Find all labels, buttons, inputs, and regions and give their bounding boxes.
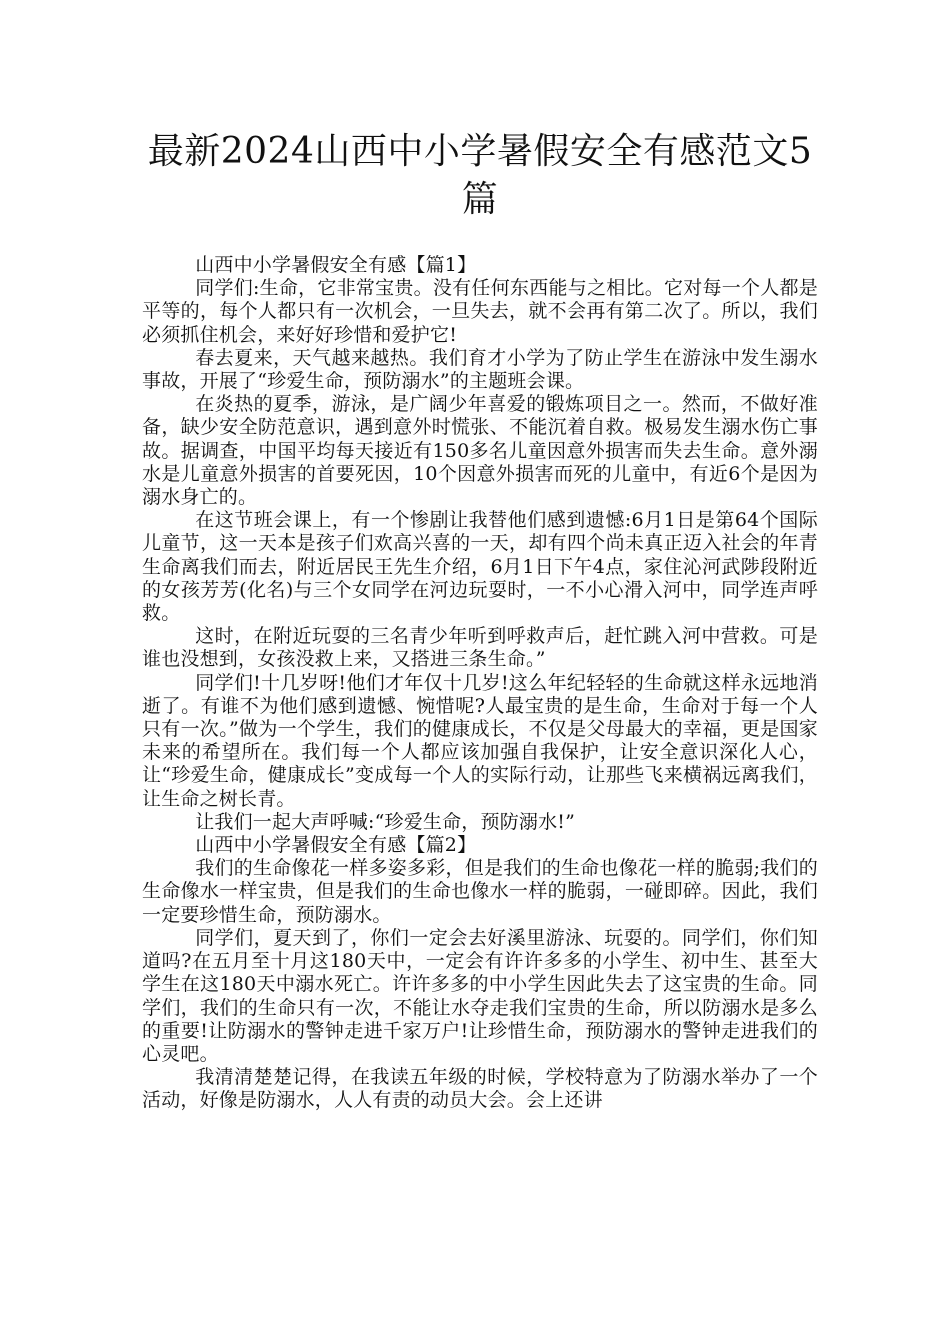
section-heading-1: 山西中小学暑假安全有感【篇1】 bbox=[195, 254, 477, 276]
paragraph: 我清清楚楚记得，在我读五年级的时候，学校特意为了防溺水举办了一个活动，好像是防溺水，人人有责的动员大会。会上还讲 bbox=[142, 1066, 818, 1112]
paragraph: 让我们一起大声呼喊:“珍爱生命，预防溺水!” bbox=[195, 810, 576, 833]
section-heading-2: 山西中小学暑假安全有感【篇2】 bbox=[195, 834, 477, 857]
document-body bbox=[142, 254, 818, 1113]
paragraph: 在炎热的夏季，游泳，是广阔少年喜爱的锻炼项目之一。然而，不做好准备，缺少安全防范意识，遇到意外时慌张、不能沉着自救。极易发生溺水伤亡事故。据调查，中国平均每天接近有150多名儿童因意外损害而失去生命。意外溺水是儿童意外损害的首要死因，10个因意外损害而死的儿童中，有近6个是因为溺水身亡的。 bbox=[142, 393, 818, 509]
paragraph: 我们的生命像花一样多姿多彩，但是我们的生命也像花一样的脆弱;我们的生命像水一样宝贵，但是我们的生命也像水一样的脆弱，一碰即碎。因此，我们一定要珍惜生命，预防溺水。 bbox=[142, 857, 818, 926]
paragraph: 同学们!十几岁呀!他们才年仅十几岁!这么年纪轻轻的生命就这样永远地消逝了。有谁不为他们感到遗憾、惋惜呢?人最宝贵的是生命，生命对于每一个人只有一次。”做为一个学生，我们的健康成长，不仅是父母最大的幸福，更是国家未来的希望所在。我们每一个人都应该加强自我保护，让安全意识深化人心，让“珍爱生命，健康成长”变成每一个人的实际行动，让那些飞来横祸远离我们，让生命之树长青。 bbox=[142, 671, 818, 810]
paragraph: 在这节班会课上，有一个惨剧让我替他们感到遗憾:6月1日是第64个国际儿童节，这一天本是孩子们欢高兴喜的一天，却有四个尚未真正迈入社会的年青生命离我们而去，附近居民王先生介绍，6月1日下午4点，家住沁河武陟段附近的女孩芳芳(化名)与三个女同学在河边玩耍时，一不小心滑入河中，同学连声呼救。 bbox=[142, 509, 818, 625]
document-title: 最新2024山西中小学暑假安全有感范文5篇 bbox=[147, 131, 813, 220]
paragraph: 这时，在附近玩耍的三名青少年听到呼救声后，赶忙跳入河中营救。可是谁也没想到，女孩没救上来，又搭进三条生命。” bbox=[142, 625, 818, 671]
document-page bbox=[142, 128, 818, 1113]
paragraph: 春去夏来，天气越来越热。我们育才小学为了防止学生在游泳中发生溺水事故，开展了“珍爱生命，预防溺水”的主题班会课。 bbox=[142, 346, 818, 393]
paragraph: 同学们，夏天到了，你们一定会去好溪里游泳、玩耍的。同学们，你们知道吗?在五月至十月这180天中，一定会有许许多多的小学生、初中生、甚至大学生在这180天中溺水死亡。许许多多的中小学生因此失去了这宝贵的生命。同学们，我们的生命只有一次，不能让水夺走我们宝贵的生命，所以防溺水是多么的重要!让防溺水的警钟走进千家万户!让珍惜生命，预防溺水的警钟走进我们的心灵吧。 bbox=[142, 926, 818, 1065]
paragraph: 同学们:生命，它非常宝贵。没有任何东西能与之相比。它对每一个人都是平等的，每个人都只有一次机会，一旦失去，就不会再有第二次了。所以，我们必须抓住机会，来好好珍惜和爱护它! bbox=[142, 277, 818, 346]
